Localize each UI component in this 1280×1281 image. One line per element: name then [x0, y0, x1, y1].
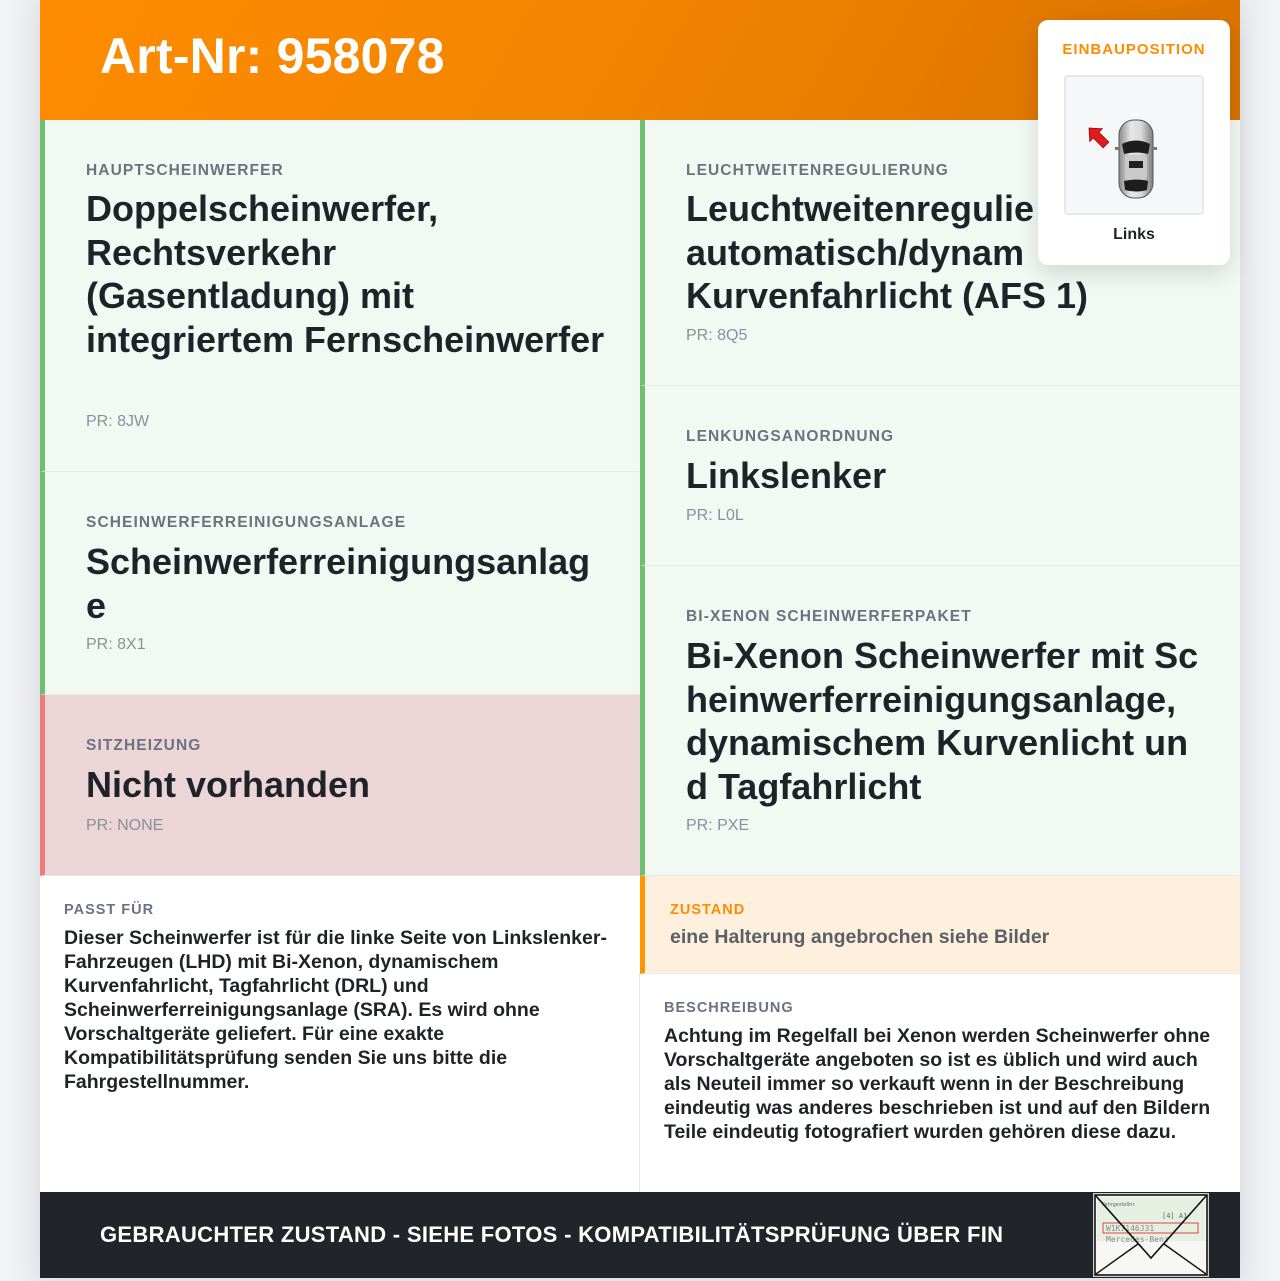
feature-pr-code: PR: 8Q5: [686, 327, 748, 344]
feature-pr-code: PR: 8X1: [86, 636, 146, 653]
feature-category: SITZHEIZUNG: [86, 737, 202, 754]
svg-text:Mercedes-Benz: Mercedes-Benz: [1106, 1235, 1169, 1244]
feature-value: Bi-Xenon Scheinwerfer mit Scheinwerferreinigungsanlage, dynamischem Kurvenlicht und Tagfahrlicht: [686, 635, 1199, 807]
feature-category: SCHEINWERFERREINIGUNGSANLAGE: [86, 514, 407, 531]
feature-category: HAUPTSCHEINWERFER: [86, 162, 284, 179]
envelope-icon: [1094, 1194, 1208, 1276]
feature-value-line: Kurvenfahrlicht (AFS 1): [686, 275, 1089, 316]
footer-text: GEBRAUCHTER ZUSTAND - SIEHE FOTOS - KOMPATIBILITÄTSPRÜFUNG ÜBER FIN: [100, 1222, 1004, 1247]
condition-section: [640, 876, 1240, 974]
condition-text: eine Halterung angebrochen siehe Bilder: [670, 926, 1050, 948]
feature-card-sitzheizung: [40, 695, 640, 876]
feature-value: Doppelscheinwerfer, Rechtsverkehr (Gasentladung) mit integriertem Fernscheinwerfer: [86, 188, 605, 360]
feature-value-line: Leuchtweitenregulie: [686, 188, 1035, 229]
car-position-image: [1064, 75, 1204, 215]
feature-card-bi-xenon-paket: [640, 566, 1240, 876]
installation-position-card: [1038, 20, 1230, 265]
description-section: [640, 974, 1240, 1192]
article-number-title: Art-Nr: 958078: [100, 28, 445, 84]
fitment-section: [40, 876, 639, 1192]
feature-pr-code: PR: L0L: [686, 507, 744, 524]
feature-value: Nicht vorhanden: [86, 764, 371, 805]
feature-card-hauptscheinwerfer: [40, 120, 640, 472]
feature-value: Scheinwerferreinigungsanlage: [86, 541, 591, 626]
feature-pr-code: PR: PXE: [686, 817, 750, 834]
feature-category: BI-XENON SCHEINWERFERPAKET: [686, 608, 972, 625]
feature-pr-code: PR: NONE: [86, 817, 164, 834]
svg-text:[4] A1: [4] A1: [1162, 1212, 1188, 1220]
feature-category: LEUCHTWEITENREGULIERUNG: [686, 162, 949, 179]
column-divider: [639, 974, 640, 1192]
fitment-text: Dieser Scheinwerfer ist für die linke Seite von Linkslenker-Fahrzeugen (LHD) mit Bi-Xenon, dynamischem Kurvenfahrlicht, Tagfahrlicht (DRL) und Scheinwerferreinigungsanlage (SRA). Es wird ohne Vorschaltgeräte geliefert. Für eine exakte Kompatibilitätsprüfung senden Sie uns bitte die Fahrgestellnummer.: [64, 927, 607, 1093]
installation-position-label: EINBAUPOSITION: [1062, 41, 1206, 58]
feature-value: Linkslenker: [686, 455, 887, 496]
product-sheet: [40, 0, 1240, 1278]
svg-text:Fahrgestellnr.: Fahrgestellnr.: [1102, 1202, 1136, 1208]
feature-pr-code: PR: 8JW: [86, 413, 150, 430]
installation-position-value: Links: [1113, 226, 1155, 243]
fitment-label: PASST FÜR: [64, 902, 155, 918]
feature-card-lenkungsanordnung: [640, 386, 1240, 566]
svg-text:W1K7146J31: W1K7146J31: [1106, 1224, 1155, 1233]
condition-label: ZUSTAND: [670, 902, 746, 918]
feature-category: LENKUNGSANORDNUNG: [686, 428, 895, 445]
vin-envelope-image: [1093, 1193, 1209, 1277]
description-label: BESCHREIBUNG: [664, 1000, 794, 1016]
footer-banner: [40, 1192, 1240, 1278]
feature-value-line: automatisch/dynam: [686, 231, 1025, 273]
feature-card-scheinwerferreinigungsanlage: [40, 472, 640, 695]
description-text: Achtung im Regelfall bei Xenon werden Scheinwerfer ohne Vorschaltgeräte angeboten so ist es üblich und wird auch als Neuteil immer so verkauft wenn in der Beschreibung eindeutig was anderes beschrieben ist und auf den Bildern Teile eindeutig fotografiert wurden gehören diese dazu.: [664, 1025, 1211, 1143]
car-top-view-icon: [1066, 77, 1202, 213]
